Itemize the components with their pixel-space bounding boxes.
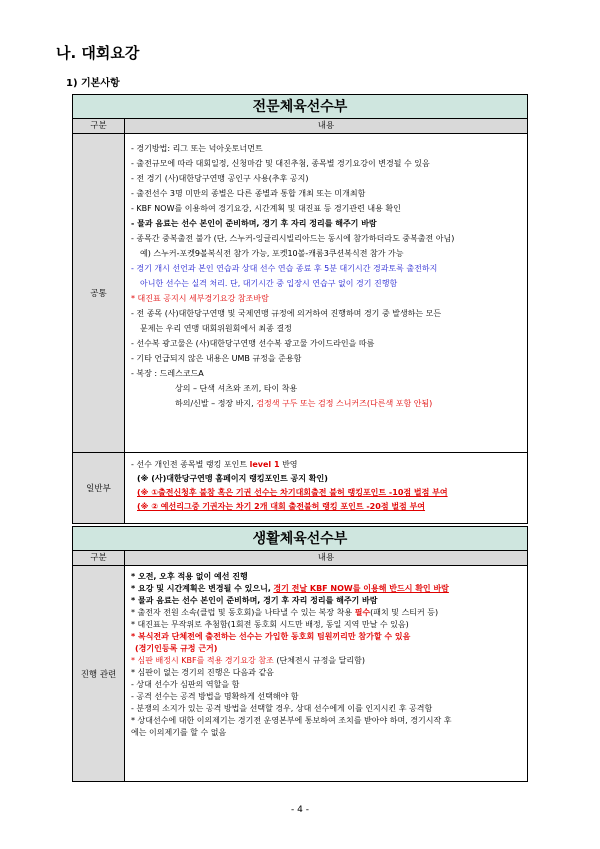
progress-line: * 대진표는 무작위로 추첨함(1회전 동호회 시드만 배정, 동일 지역 만날 수 있음) <box>131 620 409 629</box>
progress-line <box>131 583 449 595</box>
progress-line <box>131 607 438 619</box>
general-line: (※ (사)대한당구연맹 홈페이지 랭킹포인트 공지 확인) <box>137 474 328 483</box>
common-content <box>131 143 523 443</box>
common-line: - 출전선수 3명 미만의 종별은 다른 종별과 통합 개최 또는 미개최함 <box>131 189 366 198</box>
common-line: - 전 경기 (사)대한당구연맹 공인구 사용(추후 공지) <box>131 174 309 183</box>
progress-line: (경기인등록 규정 근거) <box>135 644 218 653</box>
common-line: * 대진표 공지시 세부경기요강 참조바람 <box>131 294 269 303</box>
progress-line: 에는 이의제기를 할 수 없음 <box>131 728 227 737</box>
ranking-apply: 반영 <box>282 460 298 469</box>
row-label-common: 공통 <box>73 134 125 452</box>
progress-line: * 심판이 없는 경기의 진행은 다음과 같음 <box>131 668 274 677</box>
sub-title: 1) 기본사항 <box>66 78 120 89</box>
col-header-category: 구분 <box>73 119 125 133</box>
ranking-level: level 1 <box>249 460 280 469</box>
general-line: (※ ①출전신청후 불참 혹은 기권 선수는 차기대회출전 불허 랭킹포인트 -10점 벌점 부여 <box>137 488 448 497</box>
row-divider <box>73 452 527 453</box>
common-line: - 물과 음료는 선수 본인이 준비하며, 경기 후 자리 정리를 해주기 바람 <box>131 219 377 228</box>
referee-note: * 심판 배정시 KBF를 적용 경기요강 참조 <box>131 656 274 665</box>
common-line: 상의 – 단색 셔츠와 조끼, 타이 착용 <box>175 384 298 393</box>
col-header-content: 내용 <box>317 553 335 563</box>
common-line: - 출전규모에 따라 대회일정, 신청마감 및 대진추첨, 종목별 경기요강이 변경될 수 있음 <box>131 159 430 168</box>
progress-line: - 분쟁의 소지가 있는 공격 방법을 선택할 경우, 상대 선수에게 이를 인지시킨 후 공격함 <box>131 704 433 713</box>
dress-shoes-note: 검정색 구두 또는 검정 스니커즈(다른색 포함 안됨) <box>256 399 433 408</box>
row-label-general: 일반부 <box>73 453 125 523</box>
common-line: - KBF NOW를 이용하여 경기요강, 시간계획 및 대진표 등 경기관련 내용 확인 <box>131 204 401 213</box>
common-line: 아니한 선수는 실격 처리. 단, 대기시간 중 입장시 연습구 없이 경기 진행함 <box>140 279 398 288</box>
common-line: - 전 종목 (사)대한당구연맹 및 국제연맹 규정에 의거하여 진행하며 경기 중 발생하는 모든 <box>131 309 442 318</box>
common-line: - 기타 언급되지 않은 내용은 UMB 규정을 준용함 <box>131 354 302 363</box>
schedule-check: 경기 전날 KBF NOW를 이용해 반드시 확인 바람 <box>273 584 449 593</box>
general-line <box>131 459 298 471</box>
progress-line: * 물과 음료는 선수 본인이 준비하며, 경기 후 자리 정리를 해주기 바람 <box>131 596 378 605</box>
general-content <box>131 459 523 519</box>
common-line: - 경기방법: 리그 또는 넉아웃토너먼트 <box>131 144 263 153</box>
uniform-note: * 출전자 전원 소속(클럽 및 동호회)을 나타낼 수 있는 복장 착용 <box>131 608 353 617</box>
progress-line: * 상대선수에 대한 이의제기는 경기전 운영본부에 통보하여 조치를 받아야 하며, 경기시작 후 <box>131 716 452 725</box>
page-number: - 4 - <box>291 805 309 815</box>
row-label-progress: 진행 관련 <box>73 566 125 781</box>
rec-table-header <box>73 551 527 566</box>
pro-table-header <box>73 119 527 134</box>
common-line: - 종목간 중복출전 불가 (단, 스누커-잉글리시빌리아드는 동시에 참가하더라도 중복출전 아님) <box>131 234 455 243</box>
uniform-required: 필수 <box>354 608 371 617</box>
common-line <box>175 398 432 410</box>
rec-division-banner: 생활체육선수부 <box>73 527 527 551</box>
referee-detail: (단체전시 규정을 달리함) <box>276 656 365 665</box>
ranking-text: - 선수 개인전 종목별 랭킹 포인트 <box>131 460 248 469</box>
common-line: - 경기 개시 선언과 본인 연습과 상대 선수 연습 종료 후 5분 대기시간 경과토록 출전하지 <box>131 264 438 273</box>
common-line: 문제는 우리 연맹 대회위원회에서 최종 결정 <box>140 324 292 333</box>
common-line: 예) 스누커-포켓9볼복식전 참가 가능, 포켓10볼-캐롬3쿠션복식전 참가 가능 <box>140 249 404 258</box>
common-line: - 복장 : 드레스코드A <box>131 369 204 378</box>
progress-line: * 오전, 오후 적용 없이 예선 진행 <box>131 572 248 581</box>
col-header-content: 내용 <box>317 121 335 131</box>
section-title: 나. 대회요강 <box>56 44 140 62</box>
pro-division-banner: 전문체육선수부 <box>73 95 527 119</box>
uniform-detail: (패치 및 스티커 등) <box>370 608 439 617</box>
dress-bottom-label: 하의/신발 – 정장 바지, <box>175 399 254 408</box>
common-line: - 선수복 광고물은 (사)대한당구연맹 선수복 광고물 가이드라인을 따름 <box>131 339 375 348</box>
col-header-category: 구분 <box>73 551 125 565</box>
general-line: (※ ② 예선리그중 기권자는 차기 2개 대회 출전불허 랭킹 포인트 -20점 벌점 부여 <box>137 502 426 511</box>
progress-line: - 상대 선수가 심판의 역할을 함 <box>131 680 240 689</box>
rec-division-table <box>72 526 528 782</box>
schedule-note: * 요강 및 시간계획은 변경될 수 있으니, <box>131 584 271 593</box>
progress-line: * 복식전과 단체전에 출전하는 선수는 가입한 동호회 팀원끼리만 참가할 수 있음 <box>131 632 411 641</box>
progress-line: - 공격 선수는 공격 방법을 명확하게 선택해야 함 <box>131 692 299 701</box>
progress-content <box>131 571 523 779</box>
pro-division-table <box>72 94 528 524</box>
